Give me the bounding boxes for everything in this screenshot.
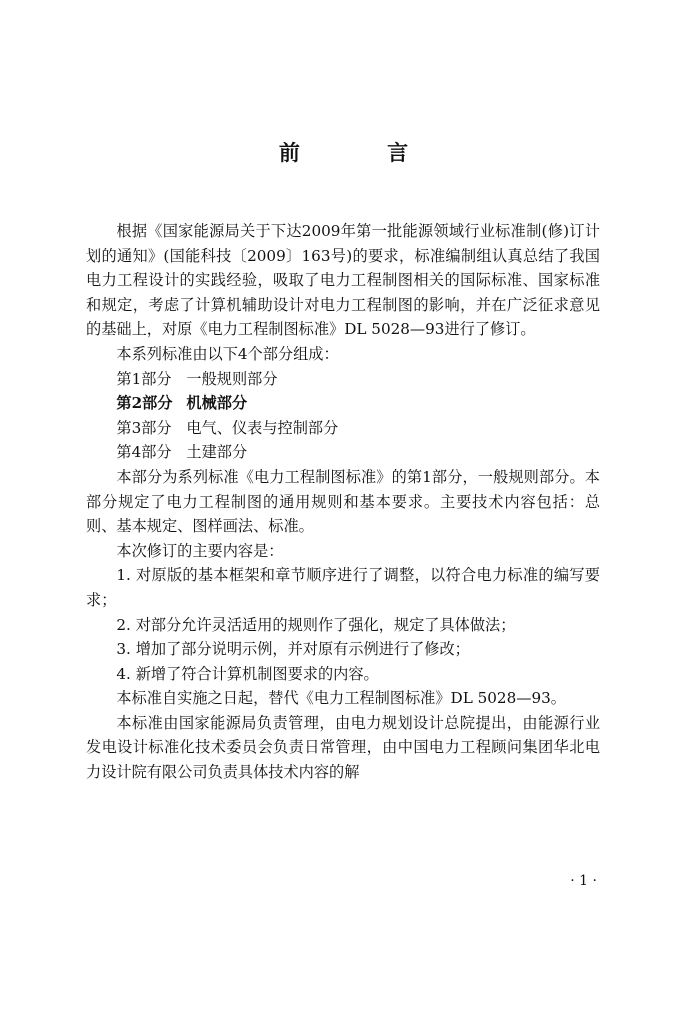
part-number: 第3部分 — [116, 418, 172, 437]
paragraph-series-intro: 本系列标准由以下4个部分组成： — [116, 344, 339, 363]
list-item-change-4: 4. 新增了符合计算机制图要求的内容。 — [116, 664, 379, 683]
page-title: 前 言 — [278, 141, 449, 165]
preface-body — [86, 219, 600, 785]
paragraph-replacement: 本标准自实施之日起，替代《电力工程制图标准》DL 5028—93。 — [116, 689, 566, 708]
list-item-change-2: 2. 对部分允许灵活适用的规则作了强化，规定了具体做法； — [116, 615, 516, 634]
part-name: 土建部分 — [186, 443, 248, 462]
part-name: 一般规则部分 — [186, 369, 278, 388]
part-number: 第2部分 — [116, 394, 173, 413]
paragraph-scope: 本部分为系列标准《电力工程制图标准》的第1部分，一般规则部分。本部分规定了电力工程制图的通用规则和基本要求。主要技术内容包括：总则、基本规定、图样画法、标准。 — [86, 467, 600, 536]
paragraph-changes-intro: 本次修订的主要内容是： — [116, 541, 284, 560]
list-item-part-4 — [86, 440, 600, 465]
paragraph-revision-basis: 根据《国家能源局关于下达2009年第一批能源领域行业标准制(修)订计划的通知》(国能科技〔2009〕163号)的要求，标准编制组认真总结了我国电力工程设计的实践经验，吸取了电力工程制图相关的国际标准、国家标准和规定，考虑了计算机辅助设计对电力工程制图的影响，并在广泛征求意见的基础上，对原《电力工程制图标准》DL 5028—93进行了修订。 — [86, 222, 600, 339]
part-name: 电气、仪表与控制部分 — [186, 418, 339, 437]
list-item-part-1 — [86, 367, 600, 392]
list-item-part-3 — [86, 416, 600, 441]
list-item-change-1: 1. 对原版的基本框架和章节顺序进行了调整，以符合电力标准的编写要求； — [86, 566, 600, 609]
paragraph-management: 本标准由国家能源局负责管理，由电力规划设计总院提出，由能源行业发电设计标准化技术委员会负责日常管理，由中国电力工程顾问集团华北电力设计院有限公司负责具体技术内容的解 — [86, 713, 600, 782]
part-number: 第1部分 — [116, 369, 172, 388]
part-name: 机械部分 — [186, 394, 248, 413]
page-number: · 1 · — [570, 873, 597, 889]
list-item-change-3: 3. 增加了部分说明示例，并对原有示例进行了修改； — [116, 640, 470, 659]
part-number: 第4部分 — [116, 443, 172, 462]
list-item-part-2 — [86, 391, 600, 416]
